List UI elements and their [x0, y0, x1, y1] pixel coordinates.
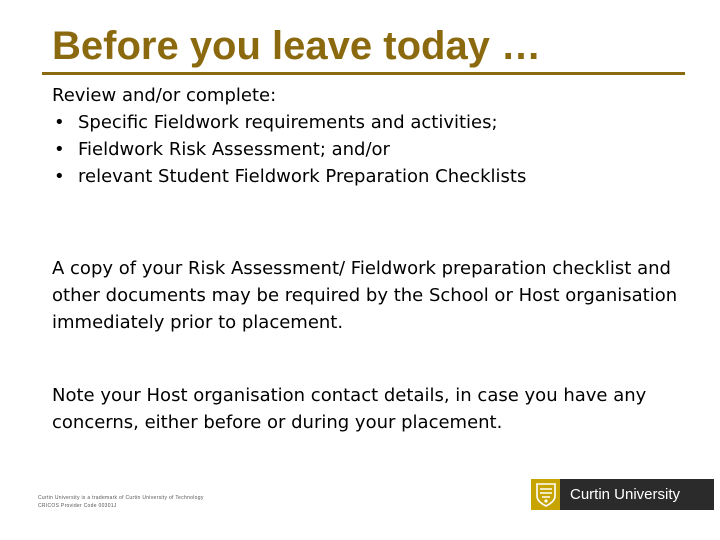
bullet-marker: • — [54, 112, 65, 133]
footer-cricos-line: CRICOS Provider Code 00301J — [38, 503, 117, 509]
logo-wordmark: Curtin University — [570, 486, 681, 503]
footer-legal-text — [38, 494, 204, 510]
bullet-item — [52, 109, 526, 136]
bullet-item — [52, 163, 526, 190]
documents-paragraph: A copy of your Risk Assessment/ Fieldwork preparation checklist and other documents may be required by the School or Host organisation immediately prior to placement. — [52, 258, 678, 333]
bullet-marker: • — [54, 166, 65, 187]
footer-trademark-line: Curtin University is a trademark of Curtin University of Technology — [38, 495, 204, 501]
title-underline — [42, 72, 685, 75]
contact-note-paragraph: Note your Host organisation contact details, in case you have any concerns, either before or during your placement. — [52, 385, 647, 433]
bullet-text: relevant Student Fieldwork Preparation Checklists — [78, 166, 527, 187]
crest-icon — [531, 479, 560, 510]
crest-shield-icon — [536, 483, 556, 507]
bullet-item — [52, 136, 526, 163]
bullet-marker: • — [54, 139, 65, 160]
bullet-text: Fieldwork Risk Assessment; and/or — [78, 139, 390, 160]
slide-title: Before you leave today … — [52, 24, 542, 68]
university-logo — [531, 479, 714, 510]
intro-text: Review and/or complete: — [52, 85, 277, 106]
bullet-list — [52, 109, 526, 190]
bullet-text: Specific Fieldwork requirements and activities; — [78, 112, 498, 133]
